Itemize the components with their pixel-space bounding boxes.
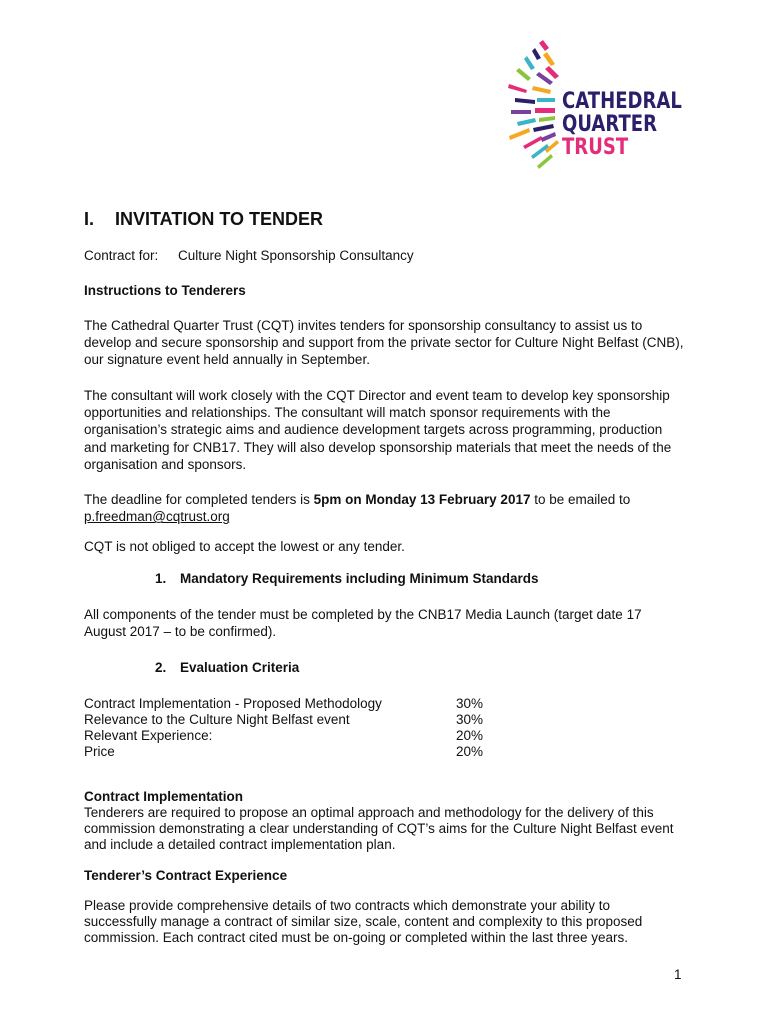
experience-text: Please provide comprehensive details of two contracts which demonstrate your ability to successfully manage a contract of similar size, scale, content and complexity to this proposed commission. Each contract cited must be on-going or completed within the last three years. — [84, 898, 643, 945]
logo-word-cathedral: CATHEDRAL — [562, 89, 682, 114]
criteria-row — [84, 744, 504, 760]
contract-implementation-text: Tenderers are required to propose an optimal approach and methodology for the delivery of this commission demonstrating a clear understanding of CQT’s aims for the Culture Night Belfast event and include a detailed contract implementation plan. — [84, 805, 674, 852]
mandatory-paragraph: All components of the tender must be completed by the CNB17 Media Launch (target date 17 August 2017 – to be confirmed). — [84, 607, 642, 640]
experience-heading: Tenderer’s Contract Experience — [84, 868, 288, 883]
contract-line — [84, 247, 414, 264]
deadline-date: 5pm on Monday 13 February 2017 — [313, 492, 531, 507]
deadline-paragraph — [84, 491, 684, 525]
criteria-weight: 20% — [456, 744, 484, 759]
title-text: INVITATION TO TENDER — [115, 209, 324, 229]
criteria-weight: 30% — [456, 712, 484, 727]
deadline-prefix: The deadline for completed tenders is — [84, 492, 314, 507]
logo-word-trust: TRUST — [562, 135, 629, 160]
criteria-weight: 30% — [456, 696, 484, 711]
section-2-heading — [155, 660, 299, 675]
section-1-number: 1. — [155, 571, 167, 586]
criteria-label: Relevance to the Culture Night Belfast event — [84, 712, 350, 727]
cqt-logo — [505, 38, 682, 173]
section-1-heading — [155, 571, 539, 586]
deadline-suffix: to be emailed to — [530, 492, 631, 507]
criteria-row — [84, 728, 504, 744]
criteria-weight: 20% — [456, 728, 484, 743]
criteria-label: Relevant Experience: — [84, 728, 213, 743]
intro-paragraph: The Cathedral Quarter Trust (CQT) invites tenders for sponsorship consultancy to assist us to develop and secure sponsorship and support from the private sector for Culture Night Belfast (CNB), our signature event held annually in September. — [84, 318, 684, 368]
title-number: I. — [84, 209, 95, 229]
criteria-label: Contract Implementation - Proposed Methodology — [84, 696, 382, 711]
contract-implementation-heading: Contract Implementation — [84, 789, 244, 804]
contract-label: Contract for: — [84, 248, 159, 263]
email-link[interactable]: p.freedman@cqtrust.org — [84, 509, 230, 525]
instructions-heading: Instructions to Tenderers — [84, 283, 246, 298]
page-number: 1 — [674, 967, 682, 982]
not-obliged-text: CQT is not obliged to accept the lowest or any tender. — [84, 539, 405, 554]
section-2-number: 2. — [155, 660, 167, 675]
consultant-paragraph: The consultant will work closely with the CQT Director and event team to develop key sponsorship opportunities and relationships. The consultant will match sponsor requirements with the organisation’s strategic aims and audience development targets across programming, production and marketing for CNB17. They will also develop sponsorship materials that meet the needs of the organisation and sponsors. — [84, 388, 672, 472]
logo-word-quarter: QUARTER — [562, 112, 657, 137]
criteria-row — [84, 712, 504, 728]
document-title — [84, 209, 323, 230]
contract-value: Culture Night Sponsorship Consultancy — [178, 248, 414, 263]
evaluation-criteria-list — [84, 696, 504, 760]
criteria-label: Price — [84, 744, 115, 759]
section-2-title: Evaluation Criteria — [180, 660, 300, 675]
criteria-row — [84, 696, 504, 712]
section-1-title: Mandatory Requirements including Minimum Standards — [180, 571, 539, 586]
